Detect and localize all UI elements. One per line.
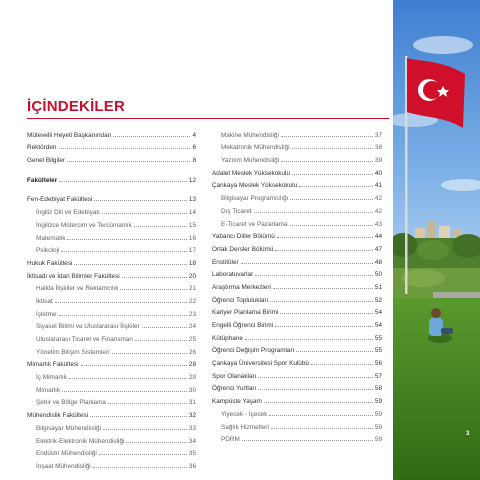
- toc-entry-page: 59: [374, 398, 382, 406]
- toc-entry-label: Çankaya Üniversitesi Spor Kulübü: [212, 360, 309, 368]
- toc-entry-page: 48: [374, 258, 382, 266]
- toc-entry[interactable]: [27, 305, 196, 318]
- toc-entry-label: Bilgisayar Mühendisliği: [36, 424, 102, 432]
- toc-entry-page: 38: [374, 144, 382, 152]
- toc-entry[interactable]: [212, 405, 382, 418]
- toc-entry-page: 59: [374, 423, 382, 431]
- dot-leader: [113, 136, 190, 137]
- toc-entry[interactable]: [27, 191, 196, 204]
- dot-leader: [290, 225, 373, 226]
- toc-entry-label: Mimarlık: [36, 386, 61, 394]
- dot-leader: [135, 340, 187, 341]
- toc-entry[interactable]: [212, 342, 382, 355]
- toc-entry-label: İşletme: [36, 310, 57, 318]
- toc-entry-label: Engelli Öğrenci Birimi: [212, 322, 274, 329]
- toc-entry[interactable]: [212, 291, 382, 304]
- dot-leader: [134, 226, 187, 227]
- toc-entry-label: İktisat: [36, 297, 53, 305]
- dot-leader: [122, 277, 187, 278]
- toc-entry-page: 44: [374, 233, 382, 241]
- dot-leader: [242, 440, 373, 441]
- toc-entry-page: 30: [188, 386, 196, 394]
- toc-column-left: [27, 126, 196, 470]
- toc-entry[interactable]: [212, 253, 382, 266]
- toc-entry[interactable]: [212, 164, 382, 177]
- dot-leader: [271, 428, 373, 429]
- dot-leader: [277, 237, 373, 238]
- toc-entry-label: Laboratuvarlar: [212, 271, 254, 279]
- toc-entry-label: Çankaya Meslek Yüksekokulu: [212, 182, 298, 190]
- toc-entry[interactable]: [212, 354, 382, 367]
- dot-leader: [270, 301, 373, 302]
- toc-entry[interactable]: [27, 368, 196, 381]
- toc-entry-label: İç Mimarlık: [36, 374, 67, 382]
- toc-entry-page: 54: [374, 309, 382, 317]
- toc-entry-label: Yabancı Diller Bölümü: [212, 233, 275, 241]
- toc-entry-page: 18: [188, 259, 196, 267]
- toc-entry[interactable]: [27, 445, 196, 458]
- dot-leader: [74, 264, 186, 265]
- toc-entry-label: Mütevelli Heyeti Başkanından: [27, 131, 112, 139]
- dot-leader: [258, 389, 373, 390]
- toc-entry[interactable]: [27, 292, 196, 305]
- toc-entry-label: Psikoloji: [36, 247, 60, 255]
- toc-entry-label: Fakülteler: [27, 176, 58, 184]
- toc-entry[interactable]: [212, 392, 382, 405]
- dot-leader: [90, 416, 187, 417]
- toc-entry-label: Rektörden: [27, 144, 57, 152]
- page-number: 3: [466, 431, 470, 437]
- toc-entry[interactable]: [27, 381, 196, 394]
- dot-leader: [311, 364, 373, 365]
- toc-entry-label: Dış Ticaret: [221, 207, 252, 215]
- toc-entry-label: Öğrenci Değişim Programları: [212, 347, 295, 355]
- toc-entry-label: Siyaset Bilimi ve Uluslararası İlişkiler: [36, 323, 140, 331]
- toc-entry[interactable]: [27, 267, 196, 280]
- toc-entry-label: Elektrik-Elektronik Mühendisliği: [36, 437, 125, 445]
- toc-entry-label: Uluslararası Ticaret ve Finansman: [36, 336, 133, 343]
- toc-entry-page: 41: [374, 182, 382, 190]
- dot-leader: [120, 289, 187, 290]
- toc-title: İÇİNDEKİLER: [27, 98, 126, 115]
- toc-entry-label: Halkla İlişkiler ve Reklamcılık: [36, 285, 119, 293]
- dot-leader: [59, 315, 187, 316]
- toc-entry[interactable]: [212, 304, 382, 317]
- toc-entry-label: Ortak Dersler Bölümü: [212, 245, 274, 253]
- toc-entry-page: 58: [374, 385, 382, 393]
- toc-entry-label: Kütüphane: [212, 334, 243, 342]
- dot-leader: [94, 200, 187, 201]
- toc-entry-page: 42: [374, 207, 382, 215]
- toc-entry-page: 59: [374, 436, 382, 444]
- toc-entry-page: 4: [192, 131, 196, 139]
- toc-entry-label: İngilizce Mütercim ve Tercümanlık: [36, 221, 132, 229]
- dot-leader: [280, 313, 372, 314]
- dot-leader: [281, 136, 373, 137]
- toc-entry-label: Mekatronik Mühendisliği: [221, 144, 290, 152]
- toc-entry-label: Kariyer Planlama Birimi: [212, 309, 279, 317]
- toc-entry-page: 56: [374, 360, 382, 368]
- toc-entry[interactable]: [212, 367, 382, 380]
- toc-entry-page: 42: [374, 195, 382, 203]
- dot-leader: [299, 186, 373, 187]
- toc-entry-label: Genel Bilgiler: [27, 157, 66, 165]
- toc-entry-label: Hukuk Fakültesi: [27, 259, 73, 267]
- toc-entry-page: 29: [188, 374, 196, 382]
- dot-leader: [142, 327, 187, 328]
- dot-leader: [59, 181, 187, 182]
- toc-entry[interactable]: [27, 432, 196, 445]
- toc-entry-page: 51: [374, 283, 382, 291]
- toc-entry[interactable]: [27, 139, 196, 152]
- toc-entry-label: Adalet Meslek Yüksekokulu: [212, 169, 291, 177]
- campus-photo: [393, 0, 480, 480]
- toc-entry-label: Bilgisayar Programcılığı: [221, 195, 289, 203]
- toc-entry-label: PDRM: [221, 436, 240, 444]
- toc-entry-page: 13: [188, 196, 196, 204]
- dot-leader: [62, 391, 187, 392]
- toc-entry-label: Sağlık Hizmetleri: [221, 423, 269, 431]
- toc-entry-page: 31: [188, 399, 196, 407]
- dot-leader: [93, 467, 187, 468]
- dot-leader: [269, 415, 373, 416]
- toc-entry[interactable]: [27, 356, 196, 369]
- toc-entry[interactable]: [27, 171, 196, 184]
- toc-entry-page: 8: [192, 157, 196, 165]
- toc-entry[interactable]: [212, 266, 382, 279]
- toc-entry[interactable]: [27, 242, 196, 255]
- toc-entry-label: Matematik: [36, 234, 66, 242]
- toc-entry-page: 57: [374, 372, 382, 380]
- toc-entry-page: 33: [188, 424, 196, 432]
- toc-entry[interactable]: [212, 228, 382, 241]
- toc-entry-page: 40: [374, 169, 382, 177]
- toc-entry[interactable]: [27, 126, 196, 139]
- toc-entry[interactable]: [212, 126, 382, 139]
- toc-entry-label: Yiyecek - İçecek: [221, 410, 268, 418]
- toc-entry-page: 55: [374, 334, 382, 342]
- toc-entry-label: Araştırma Merkezleri: [212, 283, 271, 291]
- toc-entry[interactable]: [27, 229, 196, 242]
- toc-entry[interactable]: [27, 216, 196, 229]
- dot-leader: [255, 275, 373, 276]
- toc-column-right: [212, 126, 382, 443]
- dot-leader: [254, 212, 373, 213]
- dot-leader: [258, 377, 372, 378]
- toc-entry-label: Öğrenci Toplulukları: [212, 296, 269, 304]
- dot-leader: [67, 161, 190, 162]
- toc-entry-label: İngiliz Dili ve Edebiyatı: [36, 209, 100, 217]
- toc-entry-page: 28: [188, 361, 196, 369]
- toc-entry-page: 26: [188, 348, 196, 356]
- toc-entry[interactable]: [212, 202, 382, 215]
- dot-leader: [112, 353, 187, 354]
- toc-entry-page: 34: [188, 437, 196, 445]
- dot-leader: [290, 199, 372, 200]
- toc-entry-page: 59: [374, 410, 382, 418]
- dot-leader: [55, 302, 187, 303]
- dot-leader: [102, 213, 187, 214]
- toc-entry[interactable]: [212, 278, 382, 291]
- toc-entry-label: Yönetim Bilişim Sistemleri: [36, 348, 110, 356]
- toc-entry-label: Öğrenci Yurtları: [212, 385, 257, 393]
- dot-leader: [292, 148, 373, 149]
- dot-leader: [292, 174, 373, 175]
- toc-entry-page: 17: [188, 247, 196, 255]
- toc-entry-label: Makine Mühendisliği: [221, 131, 279, 139]
- dot-leader: [61, 251, 186, 252]
- toc-entry-label: Enstitüler: [212, 258, 239, 266]
- campus-flag-illustration: [393, 0, 480, 480]
- toc-entry-label: İnşaat Mühendisliği: [36, 462, 91, 470]
- toc-entry-page: 21: [188, 285, 196, 293]
- dot-leader: [264, 402, 373, 403]
- toc-entry-label: Endüstri Mühendisliği: [36, 450, 97, 458]
- toc-entry[interactable]: [212, 418, 382, 431]
- toc-entry[interactable]: [27, 280, 196, 293]
- toc-entry[interactable]: [27, 343, 196, 356]
- toc-entry-page: 24: [188, 323, 196, 331]
- toc-entry-page: 55: [374, 347, 382, 355]
- toc-entry[interactable]: [27, 203, 196, 216]
- toc-entry[interactable]: [27, 254, 196, 267]
- toc-entry-page: 16: [188, 234, 196, 242]
- toc-entry-label: İktisadi ve İdari Bilimler Fakültesi: [27, 272, 120, 280]
- dot-leader: [99, 454, 187, 455]
- toc-entry-page: 20: [188, 272, 196, 280]
- dot-leader: [281, 161, 373, 162]
- toc-entry[interactable]: [27, 318, 196, 331]
- toc-entry-label: E-Ticaret ve Pazarlama: [221, 220, 288, 228]
- toc-entry-label: Mühendislik Fakültesi: [27, 412, 89, 420]
- toc-entry-label: Fen-Edebiyat Fakültesi: [27, 196, 93, 204]
- dot-leader: [69, 378, 187, 379]
- toc-entry[interactable]: [212, 215, 382, 228]
- toc-entry-page: 54: [374, 322, 382, 329]
- toc-entry[interactable]: [212, 380, 382, 393]
- dot-leader: [275, 326, 373, 327]
- dot-leader: [245, 339, 373, 340]
- toc-entry[interactable]: [212, 139, 382, 152]
- dot-leader: [126, 442, 186, 443]
- toc-entry-page: 6: [192, 144, 196, 152]
- toc-entry-page: 23: [188, 310, 196, 318]
- toc-entry-page: 22: [188, 297, 196, 305]
- toc-entry[interactable]: [27, 394, 196, 407]
- dot-leader: [108, 403, 187, 404]
- dot-leader: [296, 351, 372, 352]
- toc-entry-page: 35: [188, 450, 196, 458]
- toc-entry-label: Kampüste Yaşam: [212, 398, 262, 406]
- toc-entry-page: 12: [188, 176, 196, 184]
- toc-entry-page: 47: [374, 245, 382, 253]
- toc-entry-page: 39: [374, 157, 382, 165]
- toc-entry[interactable]: [212, 316, 382, 329]
- toc-entry[interactable]: [212, 177, 382, 190]
- toc-entry-label: Mimarlık Fakültesi: [27, 361, 79, 369]
- toc-entry-page: 14: [188, 209, 196, 217]
- toc-entry[interactable]: [27, 406, 196, 419]
- toc-entry-label: Şehir ve Bölge Planlama: [36, 399, 106, 407]
- toc-entry-page: 25: [188, 336, 196, 343]
- toc-entry[interactable]: [212, 329, 382, 342]
- toc-entry[interactable]: [27, 419, 196, 432]
- toc-entry[interactable]: [212, 189, 382, 202]
- toc-entry-page: 50: [374, 271, 382, 279]
- toc-entry[interactable]: [27, 457, 196, 470]
- toc-entry[interactable]: [27, 151, 196, 164]
- toc-entry-page: 36: [188, 462, 196, 470]
- dot-leader: [273, 288, 373, 289]
- dot-leader: [81, 365, 187, 366]
- dot-leader: [67, 239, 186, 240]
- dot-leader: [103, 429, 187, 430]
- dot-leader: [241, 263, 373, 264]
- toc-entry-page: 52: [374, 296, 382, 304]
- toc-entry[interactable]: [212, 151, 382, 164]
- toc-entry-label: Spor Olanakları: [212, 372, 257, 380]
- toc-entry-page: 43: [374, 220, 382, 228]
- toc-entry-page: 15: [188, 221, 196, 229]
- dot-leader: [59, 148, 191, 149]
- toc-entry[interactable]: [27, 330, 196, 343]
- toc-entry[interactable]: [212, 431, 382, 444]
- toc-entry-page: 37: [374, 131, 382, 139]
- dot-leader: [275, 250, 372, 251]
- title-divider: [27, 118, 389, 119]
- toc-entry[interactable]: [212, 240, 382, 253]
- toc-entry-label: Yazılım Mühendisliği: [221, 157, 280, 165]
- toc-entry-page: 32: [188, 412, 196, 420]
